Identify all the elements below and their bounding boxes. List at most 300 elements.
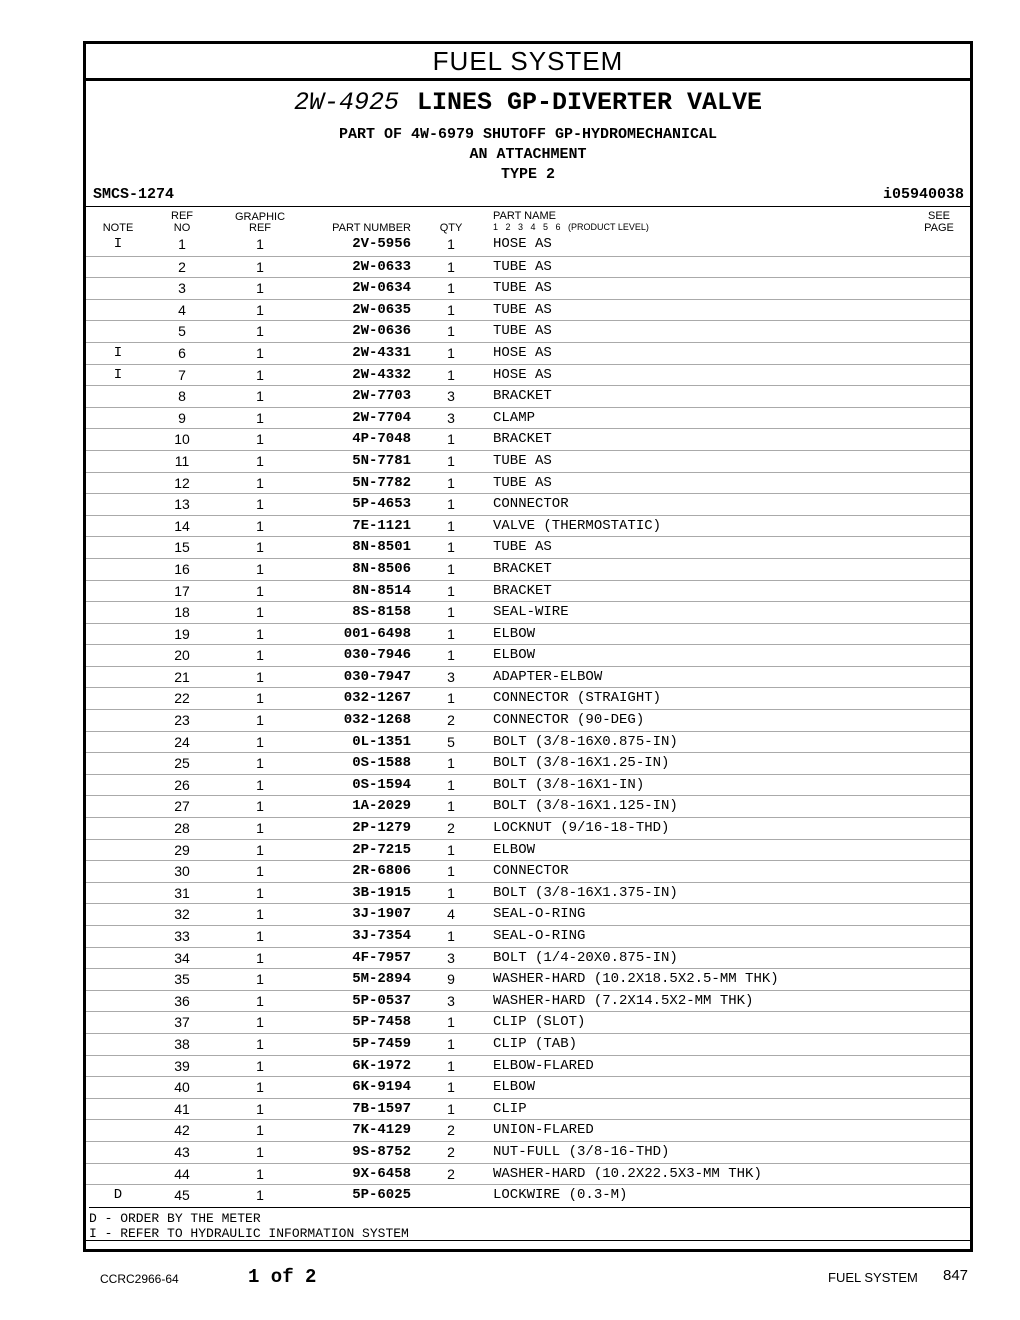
part-number: 5P-7458 <box>352 1014 411 1031</box>
part-number: 8N-8514 <box>352 582 411 599</box>
graphic-ref: 1 <box>256 366 264 383</box>
quantity: 2 <box>447 1143 455 1160</box>
table-row <box>86 364 970 386</box>
table-row <box>86 687 970 709</box>
graphic-ref: 1 <box>256 323 264 340</box>
part-number: 3J-7354 <box>352 928 411 944</box>
quantity: 1 <box>447 798 455 815</box>
table-row <box>86 320 970 342</box>
col-header-qty: QTY <box>439 222 463 234</box>
quantity: 1 <box>447 1014 455 1031</box>
ref-number: 41 <box>174 1100 190 1117</box>
part-name: SEAL-O-RING <box>493 906 586 923</box>
ref-number: 24 <box>174 733 190 750</box>
ref-number: 44 <box>174 1165 190 1182</box>
notes <box>89 1207 970 1241</box>
table-row <box>86 428 970 450</box>
quantity: 1 <box>447 1100 455 1117</box>
graphic-ref: 1 <box>256 625 264 642</box>
part-number: 5N-7781 <box>352 452 411 469</box>
part-number: 2W-0635 <box>352 301 411 318</box>
graphic-ref: 1 <box>256 431 264 448</box>
part-name: CLIP <box>493 1100 527 1117</box>
graphic-ref: 1 <box>256 647 264 664</box>
graphic-ref: 1 <box>256 409 264 426</box>
ref-number: 15 <box>174 539 190 556</box>
part-name: HOSE AS <box>493 344 552 361</box>
table-row <box>86 299 970 321</box>
graphic-ref: 1 <box>256 258 264 275</box>
part-number: 4P-7048 <box>352 431 411 448</box>
ref-number: 25 <box>174 755 190 772</box>
graphic-ref: 1 <box>256 344 264 361</box>
note-cell: I <box>113 366 123 383</box>
part-name: TUBE AS <box>493 258 552 275</box>
part-number: 5P-0537 <box>352 992 411 1009</box>
quantity: 2 <box>447 1165 455 1182</box>
graphic-ref: 1 <box>256 1035 264 1052</box>
ref-number: 11 <box>174 452 190 469</box>
graphic-ref: 1 <box>256 863 264 880</box>
table-row <box>86 256 970 278</box>
graphic-ref: 1 <box>256 712 264 729</box>
part-number: 2W-4331 <box>352 344 411 361</box>
part-number: 2P-1279 <box>352 820 411 837</box>
part-number: 5P-7459 <box>352 1035 411 1052</box>
part-name: CONNECTOR (STRAIGHT) <box>493 690 662 707</box>
table-row <box>86 1163 970 1185</box>
table-row <box>86 623 970 645</box>
part-name: BRACKET <box>493 582 552 599</box>
part-number: 001-6498 <box>343 625 411 642</box>
graphic-ref: 1 <box>256 992 264 1009</box>
quantity: 2 <box>447 1122 455 1139</box>
part-name: CLIP (TAB) <box>493 1035 578 1052</box>
part-number: 2W-0636 <box>352 323 411 340</box>
note-line: I - REFER TO HYDRAULIC INFORMATION SYSTEM <box>89 1226 409 1241</box>
ref-number: 2 <box>178 258 186 275</box>
quantity: 1 <box>447 301 455 318</box>
table-row <box>86 1119 970 1141</box>
quantity: 1 <box>447 560 455 577</box>
quantity: 1 <box>447 236 455 252</box>
part-number: 5P-6025 <box>352 1187 411 1204</box>
ref-number: 19 <box>174 625 190 642</box>
ref-number: 27 <box>174 798 190 815</box>
table-row <box>86 817 970 839</box>
part-name: SEAL-WIRE <box>493 604 569 621</box>
ref-number: 10 <box>174 431 190 448</box>
part-name: BOLT (3/8-16X0.875-IN) <box>493 733 678 750</box>
quantity: 1 <box>447 841 455 858</box>
section-title: FUEL SYSTEM <box>86 44 970 81</box>
graphic-ref: 1 <box>256 236 264 252</box>
table-row <box>86 1141 970 1163</box>
table-row <box>86 277 970 299</box>
quantity: 1 <box>447 755 455 772</box>
graphic-ref: 1 <box>256 539 264 556</box>
illustration-id: i05940038 <box>882 186 964 203</box>
quantity: 1 <box>447 474 455 491</box>
table-row <box>86 558 970 580</box>
part-name: CONNECTOR (90-DEG) <box>493 712 645 729</box>
graphic-ref: 1 <box>256 668 264 685</box>
part-name: TUBE AS <box>493 323 552 340</box>
part-name: CLIP (SLOT) <box>493 1014 586 1031</box>
ref-number: 34 <box>174 949 190 966</box>
ref-number: 31 <box>174 884 190 901</box>
part-name: TUBE AS <box>493 474 552 491</box>
graphic-ref: 1 <box>256 884 264 901</box>
graphic-ref: 1 <box>256 1014 264 1031</box>
ref-number: 45 <box>174 1187 190 1204</box>
quantity: 1 <box>447 452 455 469</box>
part-name: LOCKNUT (9/16-18-THD) <box>493 820 670 837</box>
group-subtitle: AN ATTACHMENT <box>469 146 587 163</box>
quantity: 3 <box>447 409 455 426</box>
table-row <box>86 385 970 407</box>
part-name: BOLT (3/8-16X1-IN) <box>493 776 645 793</box>
ref-number: 28 <box>174 820 190 837</box>
ref-number: 14 <box>174 517 190 534</box>
table-row <box>86 644 970 666</box>
quantity: 1 <box>447 884 455 901</box>
graphic-ref: 1 <box>256 755 264 772</box>
quantity: 1 <box>447 604 455 621</box>
part-number: 2V-5956 <box>352 236 411 252</box>
part-number: 3J-1907 <box>352 906 411 923</box>
table-row <box>86 1011 970 1033</box>
quantity: 1 <box>447 625 455 642</box>
part-name: TUBE AS <box>493 452 552 469</box>
table-row <box>86 752 970 774</box>
part-name: CONNECTOR <box>493 496 569 513</box>
quantity: 1 <box>447 690 455 707</box>
ref-number: 18 <box>174 604 190 621</box>
part-name: WASHER-HARD (10.2X18.5X2.5-MM THK) <box>493 971 779 988</box>
ref-number: 1 <box>178 236 186 252</box>
col-header-product-level: 1 2 3 4 5 6 (PRODUCT LEVEL) <box>493 222 649 232</box>
note-cell: D <box>113 1187 123 1204</box>
graphic-ref: 1 <box>256 906 264 923</box>
table-row <box>86 731 970 753</box>
quantity: 3 <box>447 668 455 685</box>
graphic-ref: 1 <box>256 776 264 793</box>
table-row <box>86 1184 970 1206</box>
table-row <box>86 493 970 515</box>
ref-number: 8 <box>178 388 186 405</box>
parts-table <box>86 234 970 1206</box>
graphic-ref: 1 <box>256 928 264 944</box>
part-number: 2W-7704 <box>352 409 411 426</box>
part-name: UNION-FLARED <box>493 1122 594 1139</box>
table-row <box>86 1033 970 1055</box>
table-row <box>86 450 970 472</box>
ref-number: 21 <box>174 668 190 685</box>
col-header-ref: NO <box>173 222 191 234</box>
quantity: 1 <box>447 517 455 534</box>
table-row <box>86 795 970 817</box>
ref-number: 17 <box>174 582 190 599</box>
ref-number: 33 <box>174 928 190 944</box>
part-name: ELBOW <box>493 1079 536 1096</box>
part-number: 3B-1915 <box>352 884 411 901</box>
part-number: 8N-8506 <box>352 560 411 577</box>
note-cell: I <box>113 236 123 252</box>
graphic-ref: 1 <box>256 1143 264 1160</box>
table-row <box>86 1098 970 1120</box>
graphic-ref: 1 <box>256 798 264 815</box>
quantity: 9 <box>447 971 455 988</box>
part-number: 030-7946 <box>343 647 411 664</box>
part-name: ELBOW <box>493 625 536 642</box>
table-row <box>86 1055 970 1077</box>
part-name: BOLT (3/8-16X1.125-IN) <box>493 798 678 815</box>
table-row <box>86 580 970 602</box>
part-number: 9S-8752 <box>352 1143 411 1160</box>
part-name: BOLT (1/4-20X0.875-IN) <box>493 949 678 966</box>
graphic-ref: 1 <box>256 1079 264 1096</box>
quantity: 1 <box>447 344 455 361</box>
table-row <box>86 515 970 537</box>
col-header-graphic: GRAPHIC <box>234 211 286 223</box>
part-number: 5M-2894 <box>352 971 411 988</box>
part-name: SEAL-O-RING <box>493 928 586 944</box>
ref-number: 29 <box>174 841 190 858</box>
quantity: 3 <box>447 992 455 1009</box>
graphic-ref: 1 <box>256 280 264 297</box>
group-header <box>86 81 970 185</box>
table-row <box>86 666 970 688</box>
graphic-ref: 1 <box>256 949 264 966</box>
part-number: 2W-7703 <box>352 388 411 405</box>
part-number: 0S-1594 <box>352 776 411 793</box>
part-number: 032-1268 <box>343 712 411 729</box>
part-number: 6K-9194 <box>352 1079 411 1096</box>
part-name: ELBOW <box>493 841 536 858</box>
table-row <box>86 342 970 364</box>
quantity: 1 <box>447 280 455 297</box>
ref-number: 13 <box>174 496 190 513</box>
part-number: 5P-4653 <box>352 496 411 513</box>
ref-number: 26 <box>174 776 190 793</box>
ref-number: 22 <box>174 690 190 707</box>
col-header-graphic: REF <box>249 222 271 234</box>
part-name: BOLT (3/8-16X1.375-IN) <box>493 884 678 901</box>
graphic-ref: 1 <box>256 733 264 750</box>
col-header-see-page: SEE <box>927 210 950 222</box>
part-number: 2R-6806 <box>352 863 411 880</box>
ref-number: 37 <box>174 1014 190 1031</box>
part-number: 2W-4332 <box>352 366 411 383</box>
note-cell: I <box>113 344 123 361</box>
part-name: NUT-FULL (3/8-16-THD) <box>493 1143 670 1160</box>
table-row <box>86 860 970 882</box>
ref-number: 35 <box>174 971 190 988</box>
part-number: 8N-8501 <box>352 539 411 556</box>
part-name: HOSE AS <box>493 366 552 383</box>
ref-number: 7 <box>178 366 186 383</box>
ref-number: 32 <box>174 906 190 923</box>
part-number: 5N-7782 <box>352 474 411 491</box>
ref-number: 9 <box>178 409 186 426</box>
part-name: ADAPTER-ELBOW <box>493 668 603 685</box>
page-number: 847 <box>943 1267 969 1284</box>
graphic-ref: 1 <box>256 971 264 988</box>
part-number: 2W-0634 <box>352 280 411 297</box>
part-name: ELBOW-FLARED <box>493 1057 594 1074</box>
graphic-ref: 1 <box>256 474 264 491</box>
table-row <box>86 601 970 623</box>
col-header-ref: REF <box>171 210 193 222</box>
part-name: TUBE AS <box>493 539 552 556</box>
ref-number: 42 <box>174 1122 190 1139</box>
quantity: 1 <box>447 647 455 664</box>
quantity: 1 <box>447 776 455 793</box>
table-row <box>86 472 970 494</box>
table-row <box>86 947 970 969</box>
ref-number: 5 <box>178 323 186 340</box>
part-number: 030-7947 <box>343 668 411 685</box>
graphic-ref: 1 <box>256 1057 264 1074</box>
graphic-ref: 1 <box>256 452 264 469</box>
part-number: 0L-1351 <box>352 733 411 750</box>
graphic-ref: 1 <box>256 1187 264 1204</box>
part-name: LOCKWIRE (0.3-M) <box>493 1187 628 1204</box>
ref-number: 30 <box>174 863 190 880</box>
part-number: 9X-6458 <box>352 1165 411 1182</box>
divider <box>86 206 970 207</box>
col-header-part-number: PART NUMBER <box>332 222 411 234</box>
quantity: 1 <box>447 928 455 944</box>
ref-number: 20 <box>174 647 190 664</box>
graphic-ref: 1 <box>256 1100 264 1117</box>
page-of: 1 of 2 <box>248 1266 317 1288</box>
part-number: 6K-1972 <box>352 1057 411 1074</box>
part-number: 4F-7957 <box>352 949 411 966</box>
quantity: 1 <box>447 323 455 340</box>
part-name: HOSE AS <box>493 236 552 252</box>
graphic-ref: 1 <box>256 388 264 405</box>
part-name: TUBE AS <box>493 301 552 318</box>
ref-number: 6 <box>178 344 186 361</box>
graphic-ref: 1 <box>256 820 264 837</box>
quantity: 2 <box>447 712 455 729</box>
table-row <box>86 968 970 990</box>
part-number: 032-1267 <box>343 690 411 707</box>
ref-number: 3 <box>178 280 186 297</box>
part-number: 7K-4129 <box>352 1122 411 1139</box>
parts-list-frame <box>83 41 973 1252</box>
graphic-ref: 1 <box>256 604 264 621</box>
part-name: WASHER-HARD (10.2X22.5X3-MM THK) <box>493 1165 762 1182</box>
ref-number: 43 <box>174 1143 190 1160</box>
quantity: 3 <box>447 388 455 405</box>
ref-number: 36 <box>174 992 190 1009</box>
part-number: 2P-7215 <box>352 841 411 858</box>
graphic-ref: 1 <box>256 1165 264 1182</box>
smcs-code: SMCS-1274 <box>93 186 175 203</box>
graphic-ref: 1 <box>256 690 264 707</box>
group-subtitle: TYPE 2 <box>500 166 555 183</box>
part-name: BRACKET <box>493 388 552 405</box>
ref-number: 4 <box>178 301 186 318</box>
document-code: CCRC2966-64 <box>100 1272 179 1286</box>
quantity: 1 <box>447 366 455 383</box>
table-row <box>86 234 970 256</box>
part-name: CONNECTOR <box>493 863 569 880</box>
group-title <box>86 81 970 125</box>
group-name: LINES GP-DIVERTER VALVE <box>416 88 763 117</box>
graphic-ref: 1 <box>256 560 264 577</box>
part-name: WASHER-HARD (7.2X14.5X2-MM THK) <box>493 992 754 1009</box>
quantity: 3 <box>447 949 455 966</box>
quantity: 5 <box>447 733 455 750</box>
quantity: 4 <box>447 906 455 923</box>
group-part-number: 2W-4925 <box>293 88 399 117</box>
part-name: BOLT (3/8-16X1.25-IN) <box>493 755 670 772</box>
col-header-note: NOTE <box>102 222 134 234</box>
table-row <box>86 903 970 925</box>
ref-number: 16 <box>174 560 190 577</box>
part-name: ELBOW <box>493 647 536 664</box>
part-number: 7E-1121 <box>352 517 411 534</box>
table-row <box>86 990 970 1012</box>
part-number: 8S-8158 <box>352 604 411 621</box>
divider <box>86 1240 970 1241</box>
quantity: 2 <box>447 820 455 837</box>
footer-section: FUEL SYSTEM <box>828 1270 918 1285</box>
quantity: 1 <box>447 1035 455 1052</box>
part-number: 0S-1588 <box>352 755 411 772</box>
quantity: 1 <box>447 496 455 513</box>
graphic-ref: 1 <box>256 582 264 599</box>
ref-number: 39 <box>174 1057 190 1074</box>
table-row <box>86 925 970 947</box>
part-name: BRACKET <box>493 431 552 448</box>
graphic-ref: 1 <box>256 496 264 513</box>
part-number: 1A-2029 <box>352 798 411 815</box>
table-row <box>86 709 970 731</box>
ref-number: 38 <box>174 1035 190 1052</box>
table-row <box>86 839 970 861</box>
table-row <box>86 1076 970 1098</box>
note-line: D - ORDER BY THE METER <box>89 1211 261 1226</box>
ref-number: 40 <box>174 1079 190 1096</box>
graphic-ref: 1 <box>256 301 264 318</box>
table-row <box>86 407 970 429</box>
col-header-part-name: PART NAME <box>493 210 556 222</box>
graphic-ref: 1 <box>256 517 264 534</box>
quantity: 1 <box>447 1079 455 1096</box>
table-row <box>86 536 970 558</box>
graphic-ref: 1 <box>256 1122 264 1139</box>
quantity: 1 <box>447 539 455 556</box>
part-name: BRACKET <box>493 560 552 577</box>
group-subtitle: PART OF 4W-6979 SHUTOFF GP-HYDROMECHANICAL <box>338 126 718 143</box>
ref-number: 12 <box>174 474 190 491</box>
part-number: 2W-0633 <box>352 258 411 275</box>
quantity: 1 <box>447 1057 455 1074</box>
quantity: 1 <box>447 863 455 880</box>
part-name: VALVE (THERMOSTATIC) <box>493 517 662 534</box>
table-row <box>86 882 970 904</box>
table-row <box>86 774 970 796</box>
quantity: 1 <box>447 582 455 599</box>
quantity: 1 <box>447 258 455 275</box>
graphic-ref: 1 <box>256 841 264 858</box>
part-number: 7B-1597 <box>352 1100 411 1117</box>
